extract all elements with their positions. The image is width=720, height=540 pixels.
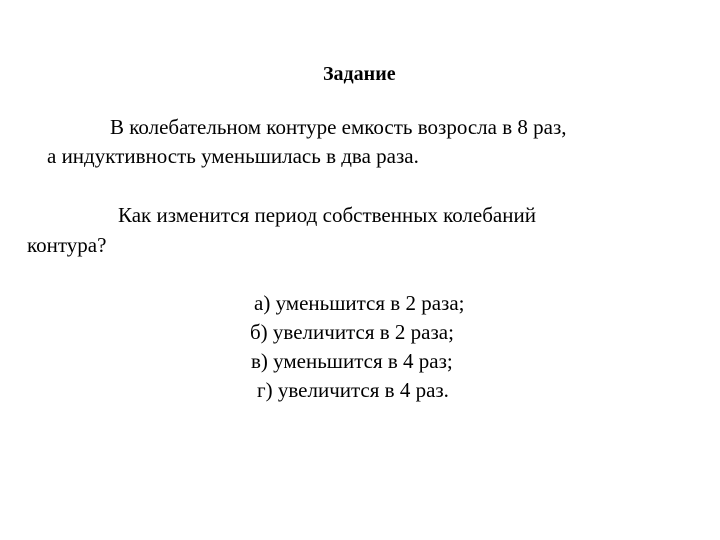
question-line-2: контура? xyxy=(27,233,107,257)
answer-option-b: б) увеличится в 2 раза; xyxy=(250,320,454,344)
answer-option-d: г) увеличится в 4 раз. xyxy=(257,378,449,402)
answer-option-a: а) уменьшится в 2 раза; xyxy=(254,291,465,315)
problem-line-1: В колебательном контуре емкость возросла в 8 раз, xyxy=(110,115,567,139)
question-line-1: Как изменится период собственных колебаний xyxy=(118,203,536,227)
answer-option-c: в) уменьшится в 4 раз; xyxy=(251,349,453,373)
slide-title: Задание xyxy=(323,63,396,85)
problem-line-2: а индуктивность уменьшилась в два раза. xyxy=(47,144,419,168)
